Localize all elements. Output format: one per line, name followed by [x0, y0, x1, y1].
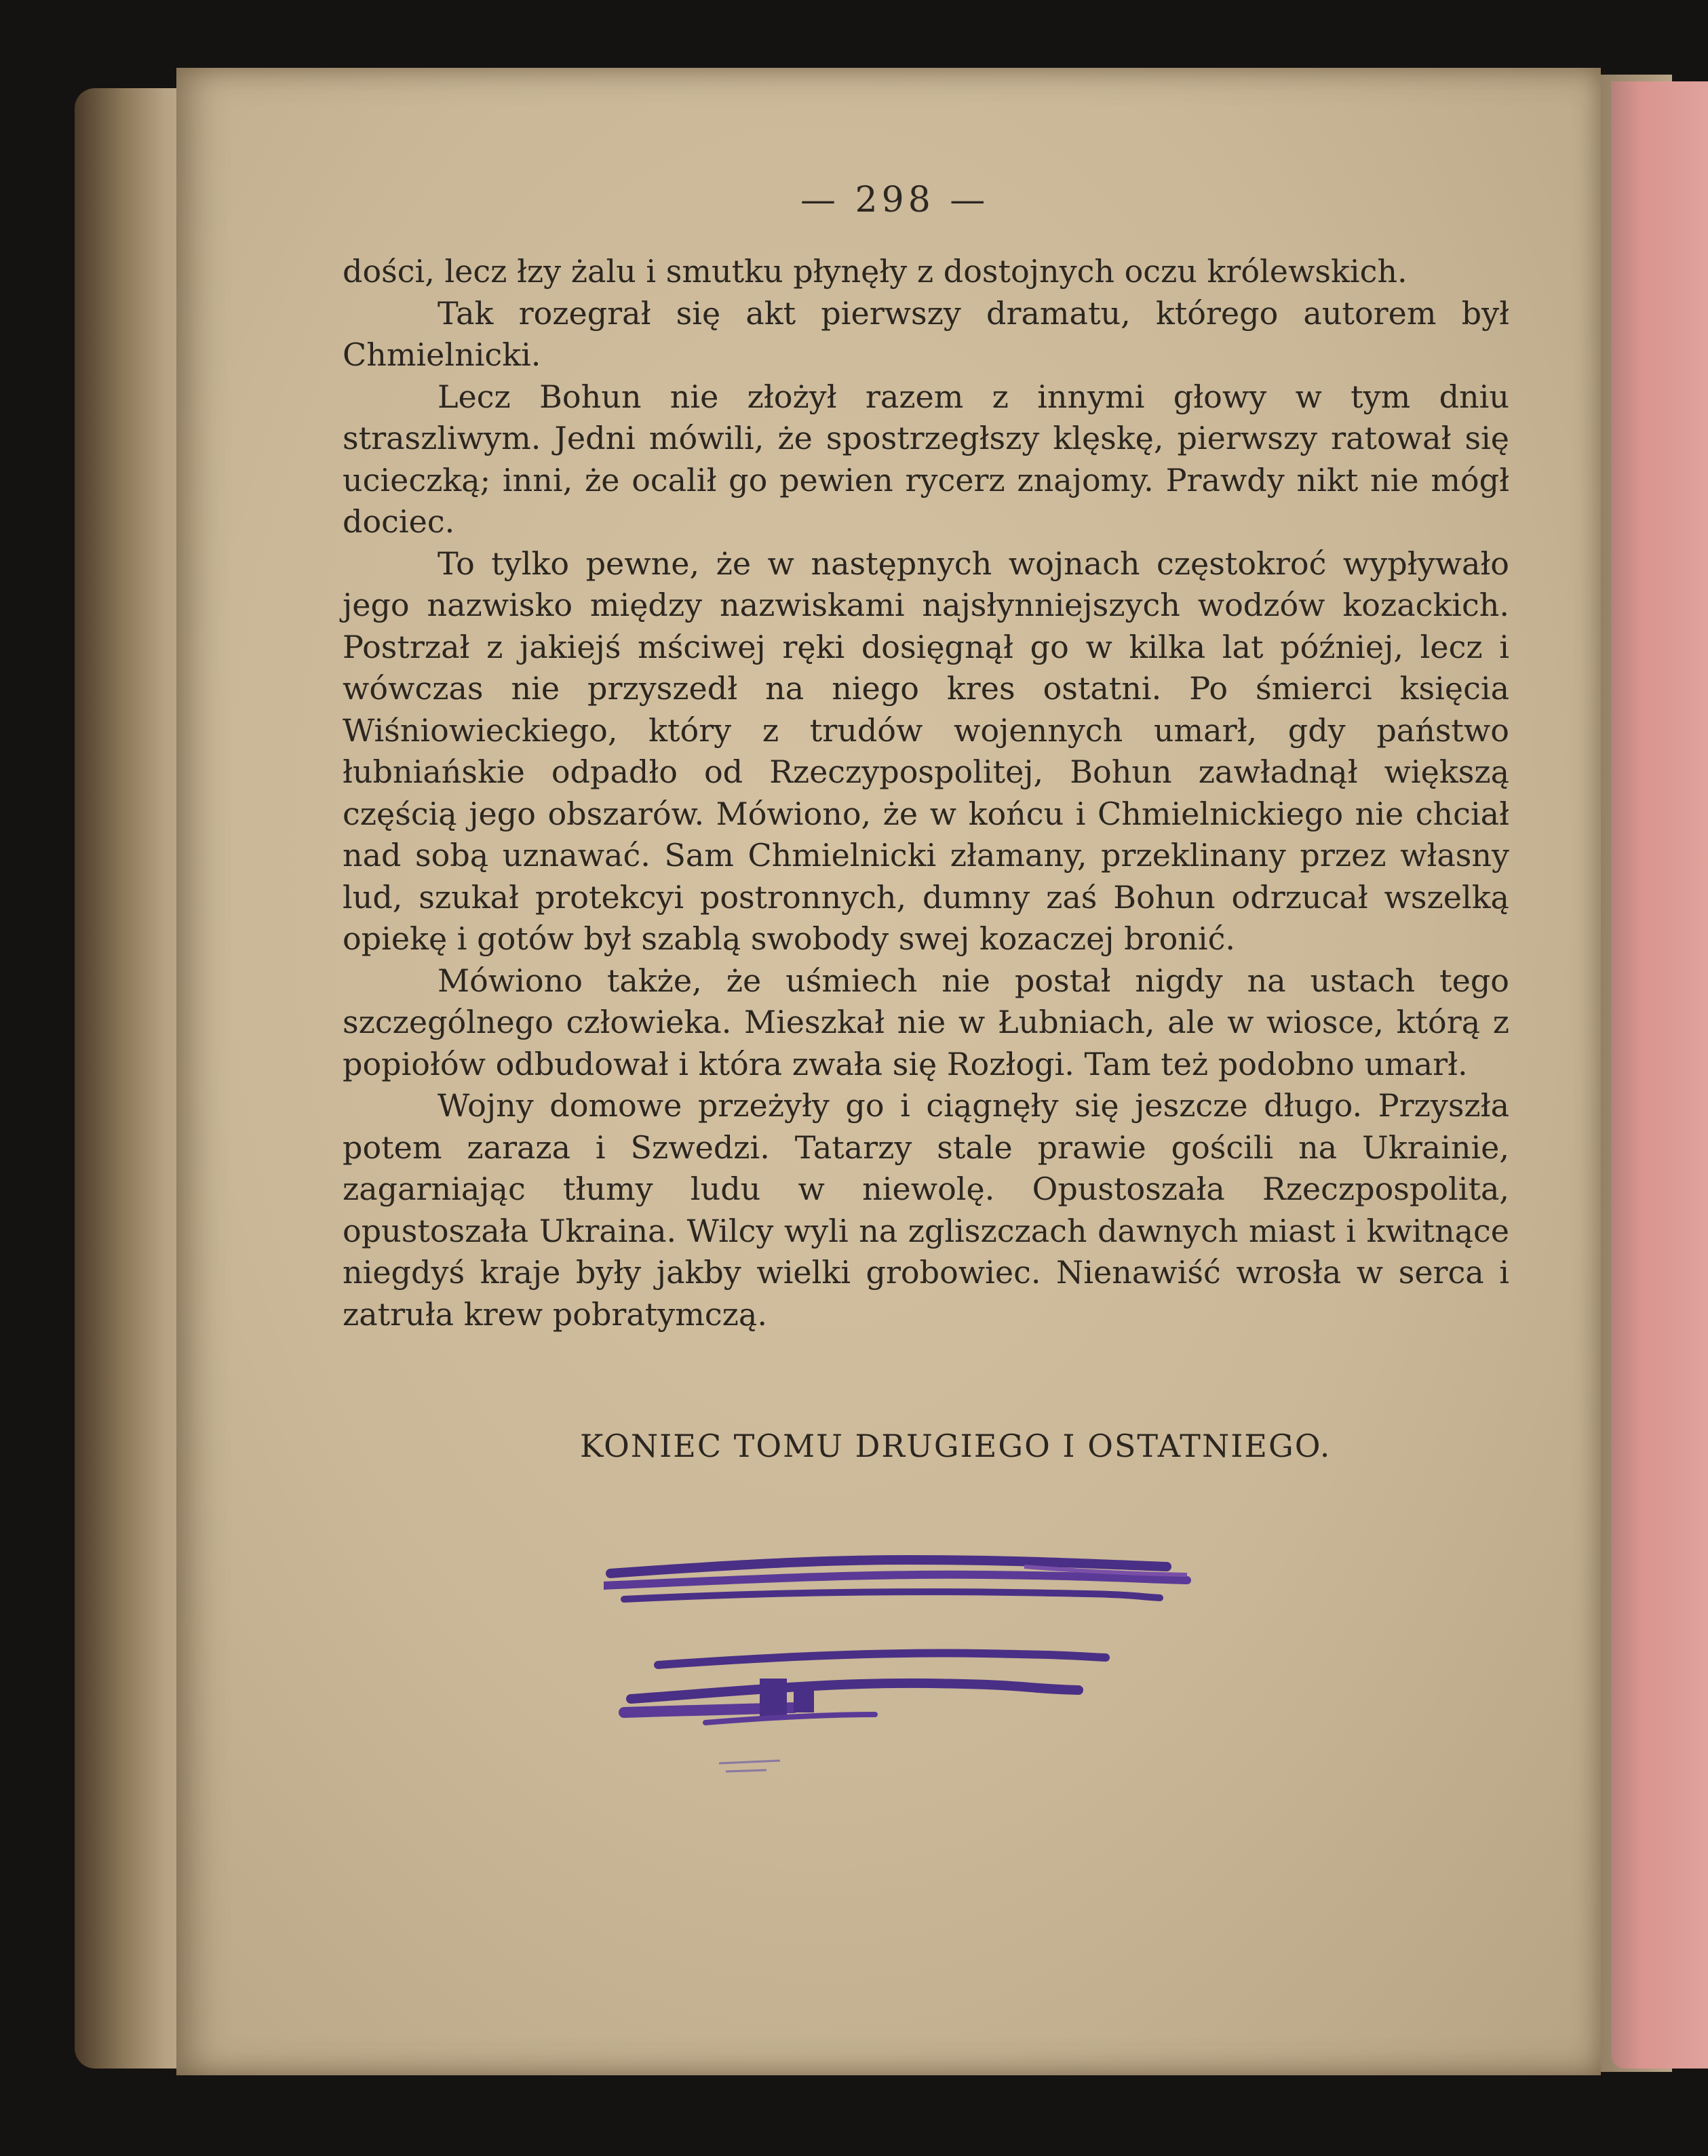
paragraph: Mówiono także, że uśmiech nie postał nigdy na ustach tego szczególnego człowieka. Mieszkał nie w Łubniach, ale w wiosce, którą z popiołów odbudował i która zwała się Rozłogi. Tam też podobno umarł.	[343, 962, 1509, 1082]
paragraph: Tak rozegrał się akt pierwszy dramatu, którego autorem był Chmielnicki.	[343, 294, 1509, 373]
stamp-faint-mark	[719, 1761, 780, 1771]
page-number: — 298 —	[800, 180, 990, 220]
crossed-out-stamp	[604, 1540, 1194, 1784]
stamp-strike-bottom	[624, 1653, 1106, 1723]
paragraph: Wojny domowe przeżyły go i ciągnęły się jeszcze długo. Przyszła potem zaraza i Szwedzi. Tatarzy stale prawie gościli na Ukrainie, zagarniając tłumy ludu w niewolę. Opustoszała Rzeczpospolita, opustoszała Ukraina. Wilcy wyli na zgliszczach dawnych miast i kwitnące niegdyś kraje były jakby wielki grobowiec. Nienawiść wrosła w serca i zatruła krew pobratymczą.	[343, 1087, 1509, 1333]
next-page-edge	[1611, 81, 1708, 2069]
ending-line: KONIEC TOMU DRUGIEGO I OSTATNIEGO.	[580, 1428, 1332, 1464]
stamp-strike-top	[604, 1560, 1187, 1599]
paragraph: dości, lecz łzy żalu i smutku płynęły z dostojnych oczu królewskich.	[343, 253, 1408, 290]
text-block	[343, 251, 1509, 1335]
paragraph: Lecz Bohun nie złożył razem z innymi głowy w tym dniu straszliwym. Jedni mówili, że spostrzegłszy klęskę, pierwszy ratował się ucieczką; inni, że ocalił go pewien rycerz znajomy. Prawdy nikt nie mógł dociec.	[343, 378, 1509, 540]
paragraph: To tylko pewne, że w następnych wojnach częstokroć wypływało jego nazwisko między nazwiskami najsłynniejszych wodzów kozackich. Postrzał z jakiejś mściwej ręki dosięgnął go w kilka lat później, lecz i wówczas nie przyszedł na niego kres ostatni. Po śmierci księcia Wiśniowieckiego, który z trudów wojennych umarł, gdy państwo łubniańskie odpadło od Rzeczypospolitej, Bohun zawładnął większą częścią jego obszarów. Mówiono, że w końcu i Chmielnickiego nie chciał nad sobą uznawać. Sam Chmielnicki złamany, przeklinany przez własny lud, szukał protekcyi postronnych, dumny zaś Bohun odrzucał wszelką opiekę i gotów był szablą swobody swej kozaczej bronić.	[343, 545, 1509, 957]
